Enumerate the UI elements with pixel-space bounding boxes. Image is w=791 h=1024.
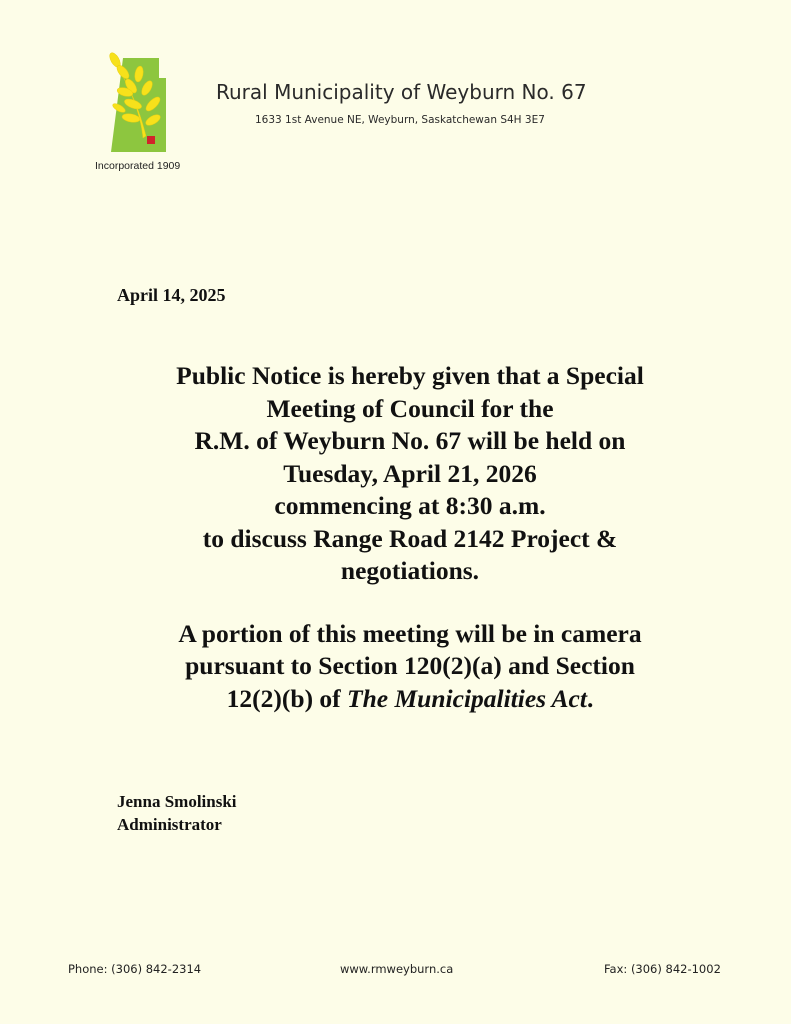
- footer-website: www.rmweyburn.ca: [340, 962, 454, 976]
- signature-block: [117, 790, 237, 836]
- notice-line: Meeting of Council for the: [266, 393, 554, 423]
- footer-fax: Fax: (306) 842-1002: [604, 962, 721, 976]
- notice-line-last: [90, 683, 730, 716]
- notice-line: R.M. of Weyburn No. 67 will be held on: [194, 426, 626, 455]
- rm-logo: [103, 48, 171, 152]
- notice-line-prefix: 12(2)(b) of: [226, 683, 348, 713]
- incorporated-label: Incorporated 1909: [95, 160, 181, 172]
- notice-line-suffix: .: [586, 683, 594, 713]
- notice-line: pursuant to Section 120(2)(a) and Section: [185, 651, 635, 680]
- notice-line: A portion of this meeting will be in camera: [178, 618, 642, 648]
- public-notice-body: [90, 360, 730, 715]
- signatory-name: Jenna Smolinski: [117, 792, 237, 811]
- notice-line: to discuss Range Road 2142 Project &: [202, 523, 618, 553]
- organization-address: 1633 1st Avenue NE, Weyburn, Saskatchewan S4H 3E7: [255, 114, 545, 126]
- footer-phone: Phone: (306) 842-2314: [68, 962, 202, 976]
- notice-date: April 14, 2025: [117, 285, 226, 305]
- signatory-title: Administrator: [117, 815, 222, 834]
- notice-line: negotiations.: [340, 556, 480, 585]
- notice-line: Tuesday, April 21, 2026: [283, 458, 537, 488]
- act-name: The Municipalities Act: [347, 683, 587, 713]
- organization-name: Rural Municipality of Weyburn No. 67: [216, 80, 587, 104]
- notice-line: commencing at 8:30 a.m.: [274, 491, 546, 520]
- notice-line: Public Notice is hereby given that a Special: [176, 361, 644, 390]
